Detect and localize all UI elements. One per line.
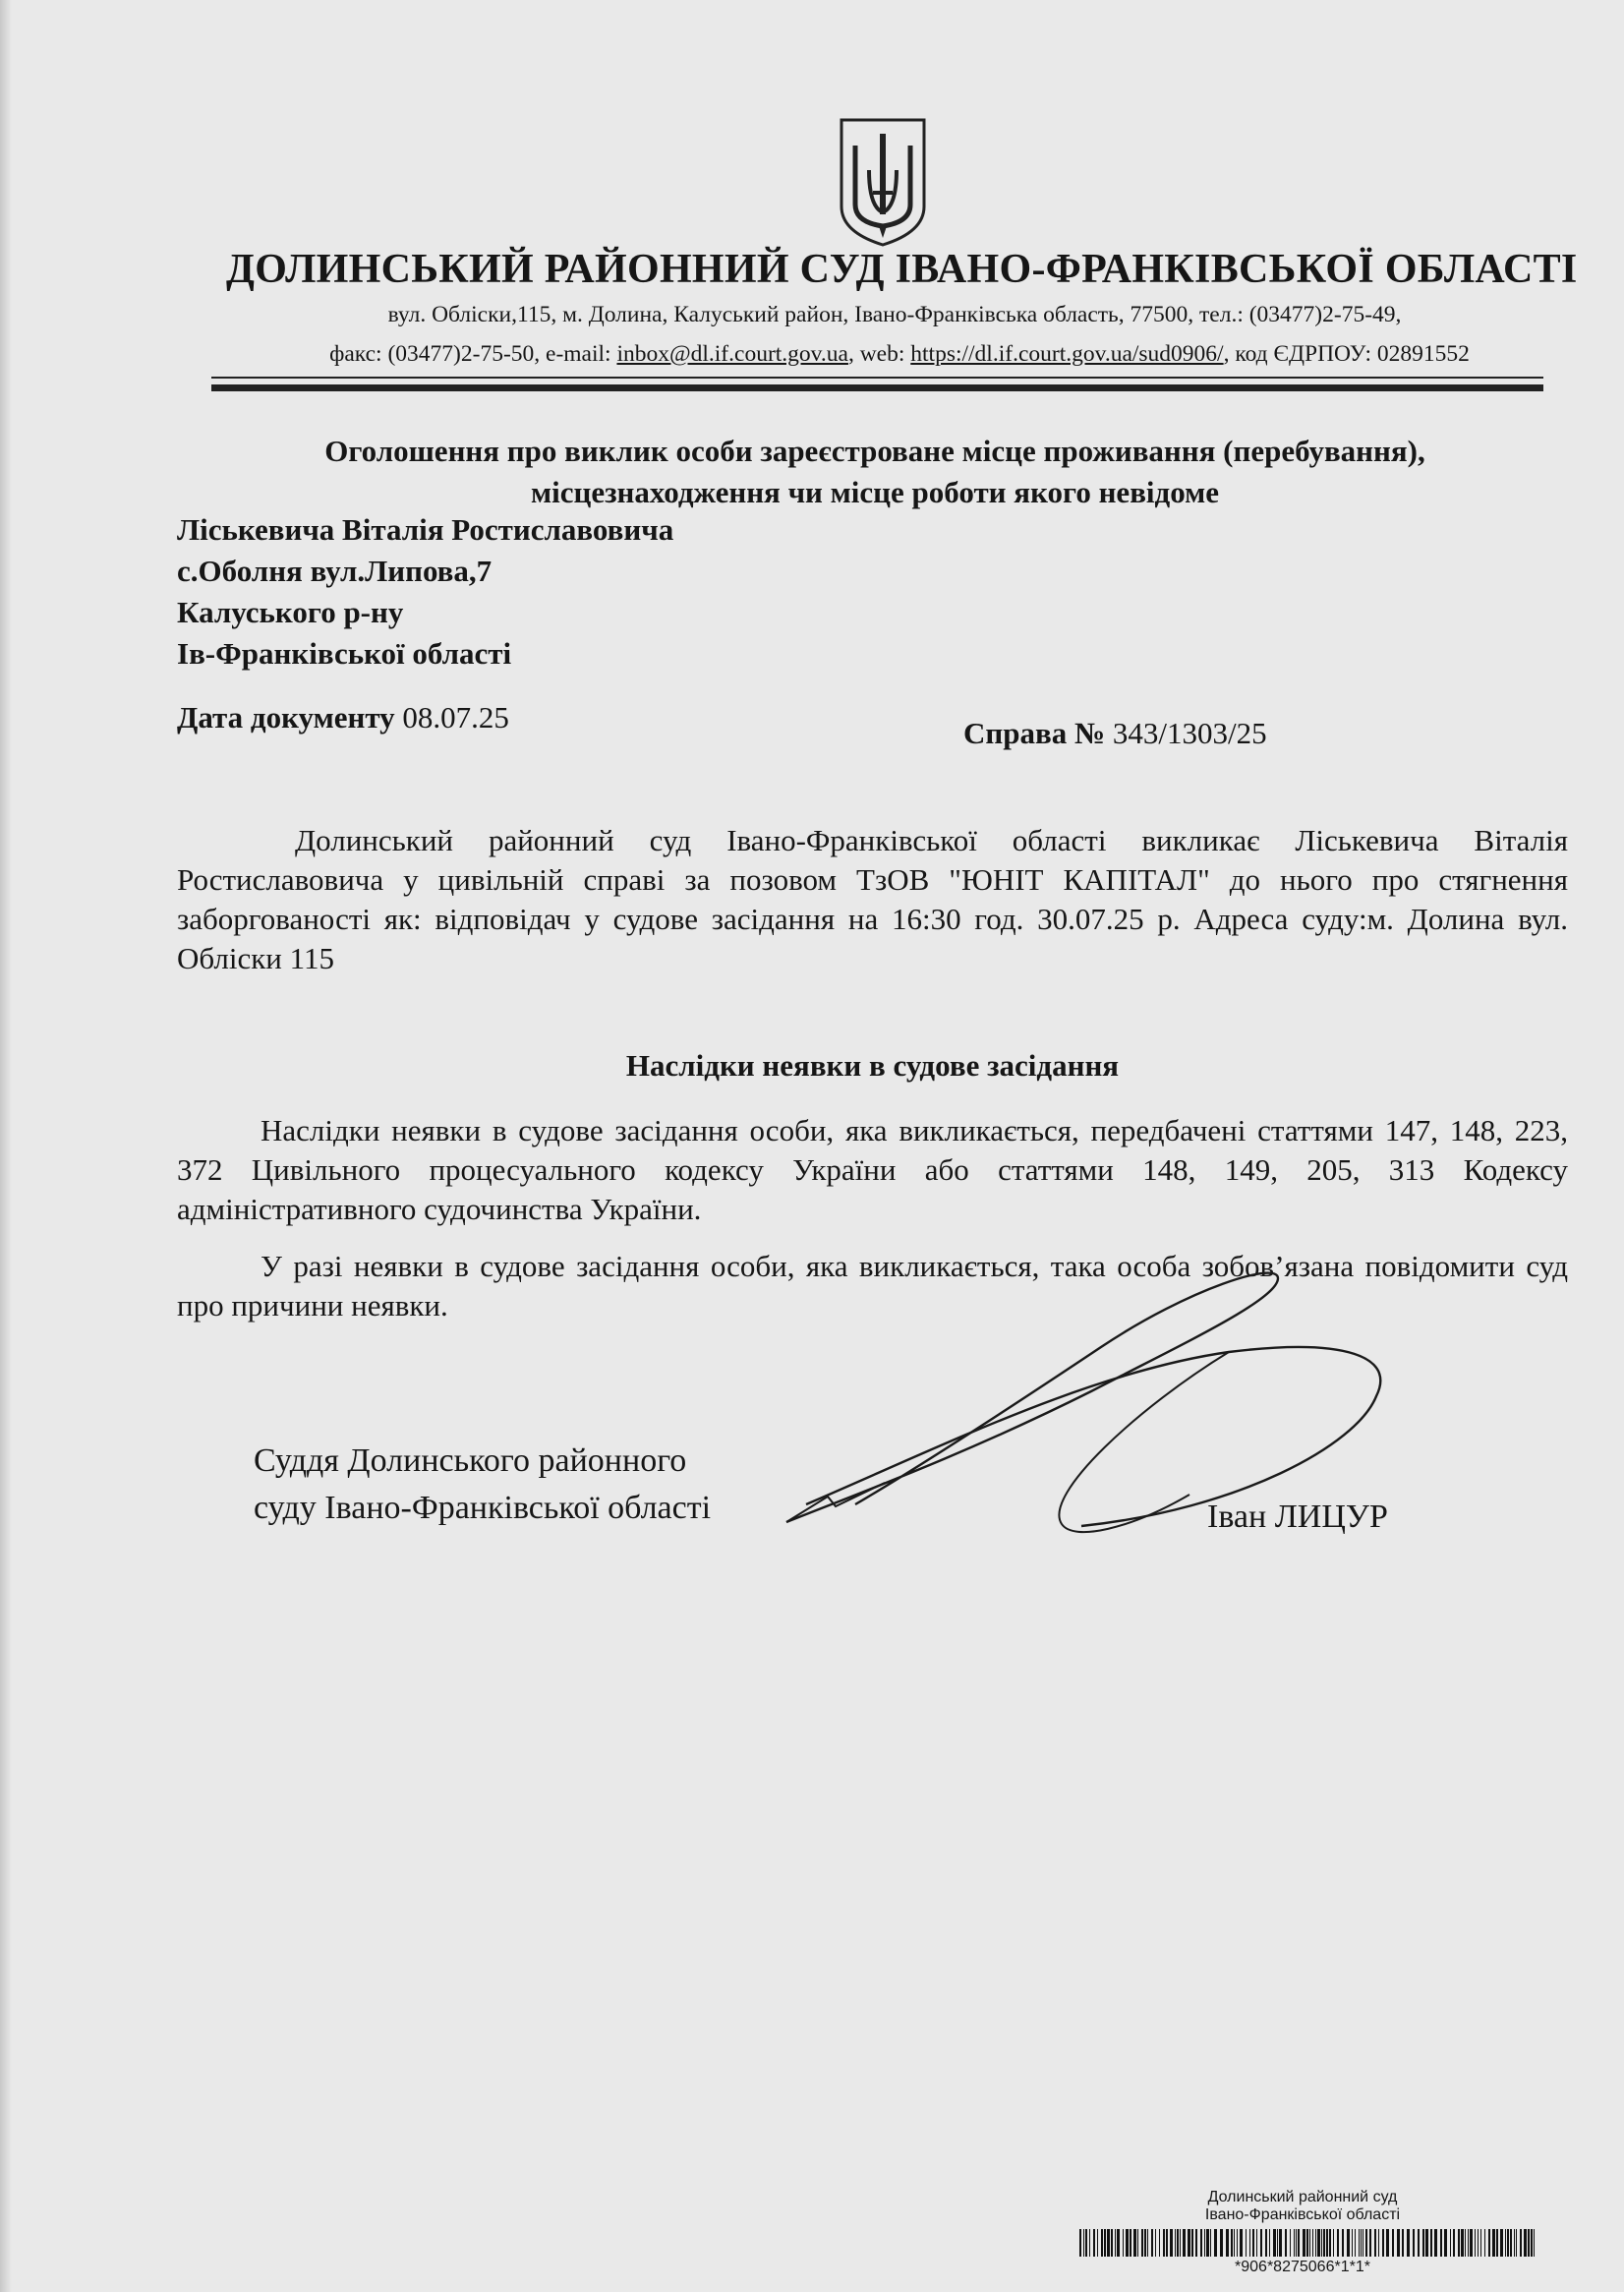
web-prefix: , web: — [847, 341, 911, 367]
addressee-name: Ліськевича Віталія Ростиславовича — [177, 512, 674, 547]
stamp-line1: Долинський районний суд — [1207, 2189, 1398, 2205]
consequences-paragraph-1: Наслідки неявки в судове засідання особи, яка викликається, передбачені статтями 147, 148, 223, 372 Цивільного процесуального кодексу України або статтями 148, 149, 205, 313 Кодексу адміністративного судочинства України. — [177, 1113, 1568, 1226]
scan-edge — [0, 0, 12, 2292]
case-number-label: Справа № — [963, 716, 1106, 750]
barcode — [1079, 2229, 1541, 2257]
edrpou-code: , код ЄДРПОУ: 02891552 — [1223, 341, 1470, 367]
court-contacts — [256, 341, 1543, 368]
court-address: вул. Обліски,115, м. Долина, Калуський район, Івано-Франківська область, 77500, тел.: (03477)2-75-49, — [387, 302, 1402, 327]
judge-position-line2: суду Івано-Франківської області — [254, 1490, 712, 1526]
barcode-number: *906*8275066*1*1* — [1235, 2259, 1370, 2275]
addressee-region: Ів-Франківської області — [177, 636, 512, 671]
document-date — [177, 700, 509, 735]
court-stamp — [1072, 2189, 1534, 2224]
header-rule-thick — [211, 384, 1543, 391]
notice-title-line1: Оголошення про виклик особи зареєстроване місце проживання (перебування), — [324, 434, 1425, 468]
case-number — [963, 716, 1267, 751]
document-date-label: Дата документу — [177, 700, 395, 735]
consequences-title: Наслідки неявки в судове засідання — [625, 1048, 1120, 1083]
addressee-street: с.Оболня вул.Липова,7 — [177, 554, 493, 588]
case-number-value: 343/1303/25 — [1105, 716, 1267, 750]
notice-title-line2: місцезнаходження чи місце роботи якого невідоме — [530, 475, 1220, 509]
website-link[interactable]: https://dl.if.court.gov.ua/sud0906/ — [910, 341, 1224, 367]
judge-name: Іван ЛИЦУР — [1207, 1499, 1388, 1535]
trident-emblem-icon — [834, 116, 932, 249]
document-date-value: 08.07.25 — [394, 700, 509, 735]
stamp-line2: Івано-Франківської області — [1204, 2206, 1401, 2223]
judge-position — [254, 1438, 711, 1532]
consequences-paragraph-2: У разі неявки в судове засідання особи, яка викликається, така особа зобов’язана повідомити суд про причини неявки. — [177, 1249, 1568, 1322]
addressee-block — [177, 509, 673, 675]
header-rule-thin — [211, 377, 1543, 379]
handwritten-signature — [767, 1259, 1475, 1573]
judge-position-line1: Суддя Долинського районного — [254, 1442, 687, 1479]
notice-title — [197, 431, 1553, 513]
court-name: ДОЛИНСЬКИЙ РАЙОННИЙ СУД ІВАНО-ФРАНКІВСЬКОЇ ОБЛАСТІ — [226, 247, 1578, 292]
email-link[interactable]: inbox@dl.if.court.gov.ua — [616, 341, 848, 367]
addressee-district: Калуського р-ну — [177, 595, 404, 629]
summons-paragraph: Долинський районний суд Івано-Франківської області викликає Ліськевича Віталія Ростиславовича у цивільній справі за позовом ТзОВ "ЮНІТ КАПІТАЛ" до нього про стягнення заборгованості як: відповідач у судове засідання на 16:30 год. 30.07.25 р. Адреса суду:м. Долина вул. Обліски 115 — [177, 823, 1568, 975]
fax-prefix: факс: (03477)2-75-50, e-mail: — [329, 341, 617, 367]
